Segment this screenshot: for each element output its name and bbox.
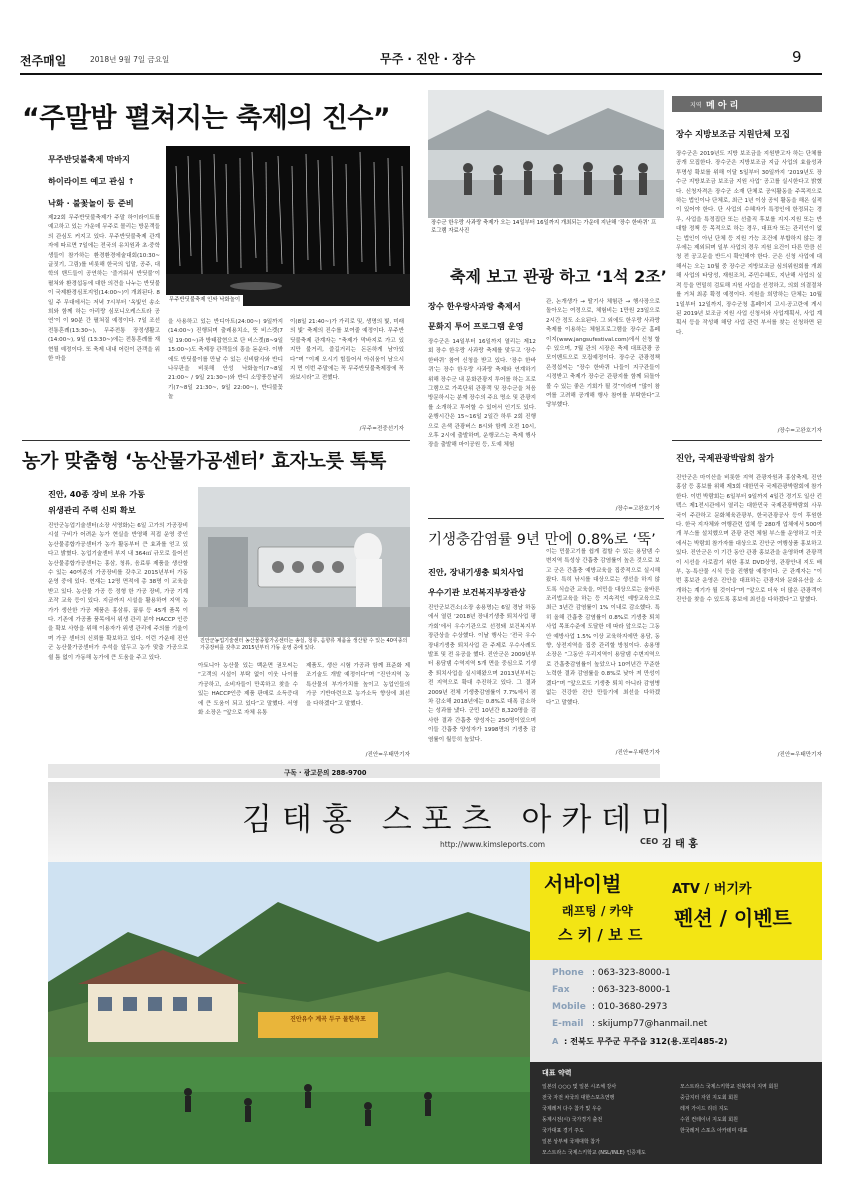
headline-processing-center: 농가 맞춤형 ‘농산물가공센터’ 효자노릇 톡톡 [22, 450, 387, 472]
ad-contact-list [552, 968, 812, 1053]
header-rule [20, 73, 822, 75]
parasite-byline: /진안=우태만기자 [615, 750, 660, 756]
jangsu-body-col-1: 장수군은 14일부터 16일까지 열리는 제12회 장수 한우랑 사과랑 축제를 맞두고 ‘장수 한바퀴’ 참여 신청을 받고 있다. ‘장수 한바퀴’는 장수 한우랑 사과랑 축제와 연계하기 위해 장수군 내 문화관광지 투어를 하는 프로그램으로 가족단위 관광객 및 장수군을 처음 방문하시는 분께 장수의 주요 명소 및 관광지를 소개하고 투어할 수 있어서 인기도 있다. 운행시간은 15~16일 2일간 하루 2회 진행으로 은색 관광버스 8시와 함께 오전 10시, 오후 2시에 출발하며, 운행코스는 축제 행사장을 출발해 마이공원 등, 도예 체험 [428, 339, 536, 449]
ad-contact-fax: Fax : 063-323-8000-1 [552, 985, 671, 995]
column-bar-title: 메 아 리 [706, 101, 739, 111]
subhead-line-3: 낙화 · 불꽃놀이 등 준비 [48, 198, 134, 208]
processing-body-col-1: 진안군농업기술센터(소장 서영화)는 6일 고가의 가공장비 시설 구비가 어려운 농가 현실을 반영해 직접 운영 중인 농산물종합가공센터가 농가 활동부터 큰 효과를 얻고 있다고 밝혔다. 농업기술센터 부지 내 364㎡ 규모로 들어선 농산물종합가공센터는 홍삼, 청류, 음료류 제품을 생산할 수 있는 40여종의 가공장비를 갖추고 2015년부터 가동 운영 중에 있다. 현재는 12명 면적에 총 38명 이 교육을 받고 있다. 농산물 가공 등 정형 한 가공 장비, 가공 기계 조작 교육 등이 있다. 지금까지 시설을 활용하여 지역 농가가 생산한 가공 제품은 홍삼류, 꿀류 등 45개 품목 이다. 기존에 가공품 품목에서 위생 관리 분야 HACCP 인증을 확보 사항을 위해 이용자가 위생 관리에 주의를 기울이며 가공 센터의 신뢰를 확보하고 있다. 이런 가운데 진안군 농산물가공센터가 추석을 앞두고 농가 맞춤 가공으로 쉴 틈 없이 가동해 농가에 큰 도움을 주고 있다. [48, 523, 188, 661]
ad-url: http://www.kimsleports.com [440, 840, 546, 849]
subhead-line-1: 진안, 장내기생충 퇴치사업 [428, 567, 524, 577]
issue-date: 2018년 9월 7일 금요일 [90, 55, 170, 64]
ad-info-panel [530, 862, 822, 1164]
ad-survival: 서바이벌 [544, 872, 622, 896]
ad-history-item: 모스트라스 국제스키학교 전북하지 지역 회원 [680, 1084, 779, 1090]
festival-body-col-2: 을 사용하고 있는 반디아트(24:00~) 9일까지(14:00~) 진행되며 출레용치소, 뜻 비스켓(7일 19:00~)과 방태잡현으로 단 비스켓(8~9일 15:00~)도 축제장 관객들의 흥을 돋운다. 이밖에도 반딧불이를 만날 수 있는 신비탐사와 반디나무판을 비롯해 안성 낙화놀이(7~8일 21:00~ / 9일 21:30~)와 반디 소망풍등날리기(7~8일 21:30~, 9일 22:00~), 반디불꽃놀 [168, 319, 283, 401]
ad-ceo-label: CEO [640, 837, 659, 846]
ad-history-item: 한국레저 스포츠 아카데미 대표 [680, 1128, 748, 1134]
ad-ski: 스 키 / 보 드 [558, 926, 643, 944]
festival-byline: /무주=전중선기자 [359, 426, 404, 432]
ad-contact-email: E-mail : skijump77@hanmail.net [552, 1019, 708, 1029]
processing-subheads [48, 486, 168, 518]
ad-photo-academy [48, 862, 530, 1164]
photo-jangsu-tour [428, 90, 664, 248]
column-bar [672, 96, 822, 112]
factory-illustration [198, 487, 410, 637]
tour-illustration [428, 90, 664, 218]
subscribe-text: 구독 · 광고문의 288-9700 [284, 769, 367, 777]
ad-history-item: 레저 가이드 리더 지도 [680, 1106, 729, 1112]
ad-history-left [542, 1082, 672, 1159]
headline-festival: “주말밤 펼쳐지는 축제의 진수” [22, 103, 391, 134]
festival-body-col-1: 제22회 무주반딧불축제가 주말 하이라이트를 예고하고 있는 가운데 무주로 몰리는 방문객들의 관심도 커지고 있다. 무주반딧불축제 관계자에 따르면 7일에는 전국의 유치원과 초·중학생들이 참가하는 환경환경에술대회(10:30~ 글짓기, 그림)를 비롯해 한국의 입말, 공주, 대학의 밴드들이 공연하는 ‘즐거워서 반딧불’이 펼쳐와 환경섭동에 대한 의견을 나누는 반딧불이 국제환경심포지엄(14:00~)이 개최된다. 8일 주 무대에서는 저녁 7시부터 ‘옥빛인 송소희와 함께 하는 아리랑 심포니오케스트라 공연’이 이 90분 간 펼쳐질 예정이다. 7일 조선전통혼례(13:30~), 무주전통 장정생활고(14:00~), 9일 (13:30~)에는 전통혼례를 재현될 예정이다. 또 축제 내내 어린이 관객을 위한 마을 [48, 215, 160, 363]
subsidy-byline: /장수=고완호기자 [777, 428, 822, 434]
ad-history-item: 국제레저 다수 참가 및 우승 [542, 1106, 602, 1112]
academy-scene [48, 862, 530, 1164]
newspaper-name: 전주매일 [20, 54, 67, 68]
subhead-line-2: 하이라이트 예고 관심 ↑ [48, 176, 135, 186]
ad-address: A : 전북도 무주군 무주읍 312(용.포리485-2) [552, 1036, 728, 1046]
subhead-line-1: 진안, 40종 장비 보유 가동 [48, 489, 146, 499]
processing-body-col-2: 아토니아 농산물 있는 백운면 권모씨는 “고객의 시설이 부탁 없이 이웃 나이를 가공하고, 소비자들이 만족하고 찾을 수 있는 HACCP인증 제품 판매로 소득증대에 큰 도움이 되고 있다”고 말했다. 서영화 소장은 “앞으로 자체 유통 [198, 663, 298, 717]
photo-caption-nakhwa: 무주반딧불축제 인싸 낙화놀이 [166, 295, 243, 307]
expo-byline: /진안=우태만기자 [777, 752, 822, 758]
ad-history-item: 일본의 ○○○ 및 일본 시조체 강사 [542, 1084, 617, 1090]
ad-history-right [680, 1082, 816, 1137]
jangsu-byline: /장수=고완호기자 [615, 506, 660, 512]
photo-caption-jangsu: 장수군 한우랑 사과랑 축제가 오는 14일부터 16일까지 개최되는 가운데 지난해 ‘장수 한바퀴’ 프로그램 자료사진 [428, 218, 664, 237]
ad-title: 김태홍 스포츠 아카데미 [242, 802, 682, 838]
photo-caption-processing: 진안군농업기술센터 농산물종합가공센터는 송실, 청류, 음향류 제품을 생산할 수 있는 40여종의 가공장비를 갖추고 2015년부터 가동 운영 중에 있다. [198, 637, 410, 653]
festival-subheads [48, 148, 158, 214]
ad-atv: ATV / 버기카 [672, 882, 752, 897]
ad-rafting: 래프팅 / 카약 [562, 904, 633, 918]
ad-photo-banner: 진안유수 계곡 두구 물한목포 [290, 1016, 366, 1023]
expo-body: 진안군은 마이산을 비롯한 지역 관광자원과 홍삼축제, 진안홍삼 등 홍보를 위해 제3회 대한민국 국제관광박람회에 참가한다. 이번 박람회는 6일부터 9일까지 4일간 경기도 일산 킨텍스 제1전시관에서 열리는 대한민국 국제관광박람회 사무국이 주관하고 문화체육관광부, 한국관광공사 등이 후원한다. 한국 지자체와 여행관련 업체 등 280개 업체에서 500여개 부스를 설치했으며 관광 관련 체험 부스를 운영하고 이곳에서는 박람회 참가자를 대상으로 진안군 여행상품 홍보하고 있다. 진안군은 이 기간 동안 관광 홍보관을 운영하며 관광객이 시선을 사로잡기 위한 홍보 DVD상영, 관광안내 지도 배부, 농·특산물 시식 등을 진행할 예정이다. 군 관계자는 “이번 홍보관 운영은 진안을 대표하는 관광지와 문화유산을 소개하는 계기가 될 것이다”며 “앞으로 더욱 더 많은 관광객이 진안을 찾을 수 있도록 홍보에 최선을 다하겠다”고 말했다. [676, 475, 822, 604]
ad-history-item: 모스트라스 국제스키학교 (NSL/INLE) 인증제도 [542, 1150, 646, 1156]
fireworks-illustration [166, 146, 410, 306]
subhead-line-2: 우수기관 보건복지부장관상 [428, 587, 526, 597]
ad-yellow-box [530, 862, 822, 960]
ad-ceo-name: 김 태 홍 [662, 839, 698, 850]
headline-parasite: 기생충감염률 9년 만에 0.8%로 ‘뚝’ [428, 532, 656, 548]
subhead-expo: 진안, 국제관광박람회 참가 [676, 453, 775, 463]
section-title: 무주 · 진안 · 장수 [380, 52, 476, 66]
festival-body-col-3: 이(8일 21:40~)가 가리로 및, 생명의 빛, 미래의 빛’ 축제의 진수를 보여줄 예정이다. 무주반딧불축제 관계자는 “축제가 막바지로 가고 있지만 불거리, 즐길거리는 돈돈하게 남아있다”며 “이제 오시기 힘들어서 아쉬움이 남으시지 면 이번 주말에는 꼭 무주반딧불축제장에 꼭 와보시라”고 전했다. [290, 319, 404, 382]
advertisement [48, 782, 822, 1164]
page-number: 9 [792, 48, 802, 66]
subscribe-bar [48, 764, 660, 778]
page-header [20, 44, 822, 74]
subhead-line-1: 장수 한우랑사과랑 축제서 [428, 301, 521, 311]
jangsu-subheads [428, 296, 538, 336]
ad-history-item: 국가대표 경기 주도 [542, 1128, 584, 1134]
ad-history-box [530, 1062, 822, 1164]
column-bar-label: 지역 [690, 102, 702, 109]
divider-a2-a5 [428, 518, 664, 519]
ad-history-item: 동계시전(시) 국가경기 출전 [542, 1117, 603, 1123]
ad-header [48, 782, 822, 862]
headline-jangsu-tour: 축제 보고 관광 하고 ‘1석 2조’ [450, 267, 667, 286]
processing-byline: /진안=우태만기자 [365, 752, 410, 758]
headline-subsidy: 장수 지방보조금 지원단체 모집 [676, 129, 790, 139]
ad-contact-mobile: Mobile : 010-3680-2973 [552, 1002, 668, 1012]
ad-history-item: 일본 상부체 국제대학 참가 [542, 1139, 600, 1145]
ad-history-title: 대표 약력 [542, 1069, 572, 1077]
ad-pension: 펜션 / 이벤트 [674, 906, 792, 930]
photo-processing-center [198, 487, 410, 657]
subhead-line-2: 문화지 투어 프로그램 운영 [428, 321, 524, 331]
subhead-line-2: 위생관리 주력 신뢰 확보 [48, 505, 136, 515]
divider-right-column [672, 440, 822, 441]
ad-history-item: 중급지터 자원 지도회 회원 [680, 1095, 738, 1101]
jangsu-body-col-2: 관, 논개생가 → 딸기사 체험관 → 행사장으로 돌아오는 여정으로, 체험비는 1만원 23일으로 2시간 정도 소요된다. 그 외에도 한우랑 사과랑 축제를 이용하는 체험프로그램을 장수군 홈페이지(www.jangsufestival.com)에서 신청 할 수 있으며, 7월 관의 시장은 축제 대표관광 공모이벤트으로 모집예정이다. 장수군 관광정책 은정섭씨는 “장수 한바퀴 나들이 지구관들이 시정받고 축제가 장수군 관광지를 함께 되돌아볼 수 있는 좋은 기회가 될 것”이라며 “많이 참여를 고려해 공개해 행사 참여를 부탁한다”고 당부했다. [546, 299, 660, 409]
divider-a1-a4 [22, 440, 410, 441]
ad-history-item: 수원 컨테이너 지도회 회원 [680, 1117, 738, 1123]
subsidy-body: 장수군은 2019년도 지방 보조금을 지원받고자 하는 단체를 공개 모집한다. 장수군은 지방보조금 지급 사업의 효율성과 투명성 확보를 위해 이달 5일부터 30일까지 ‘2019년도 장수군 지방보조금 보조금 지원 사업’ 공고를 실시한다고 밝혔다. 신청자격은 장수군 소재 단체로 공익활동을 주목적으로 하는 법인이나 단체로, 최근 1년 이상 공익 활동을 해온 실적이 있어야 한다. 단 사업의 수혜자가 특정인에 한정되는 경우, 사업을 특정집단 또는 선출직 후보를 지지·지원 또는 반대할 정책 등 목적으로 하는 경우, 대표자 또는 관리인이 없는 법인이 아닌 단체 등 지원 가능 조건에 부합하지 않는 경우에는 제외되며 일부 사업의 경우 지원 요건이 다른 만큼 신청 전 공고문을 반드시 확인해야 한다. 군은 신청 사업에 대해서는 오는 10월 중 장수군 지방보조금 심의위원회를 개최해 사업의 타당성, 재원조처, 주민수혜도, 지난해 사업의 실적 등을 면밀히 검토해 지원 사업을 선정하고, 의회 의결절차를 거쳐 최종 확정 예정이다. 지원을 희망하는 단체는 10월 1일부터 12일까지, 장수군청 홈페이지 고시·공고란에 게시된 2019년 보조금 지원 사업 신청서와 사업계획서, 사업 계획서 등을 작성해 해당 사업 관련 부서를 찾는 신청하면 된다. [676, 151, 822, 336]
processing-body-col-3: 제품도, 생산 시험 가공과 함께 표준화 제조기술도 개발 예정이다”며 “진안지역 농특산물의 부가가치를 높이고 농업인들의 가공 기반마련으로 농가소득 향상에 최선을 다하겠다”고 말했다. [306, 663, 410, 707]
photo-nakhwa-fireworks [166, 146, 410, 306]
parasite-body-col-2: 이는 민물고기를 쉽게 접할 수 있는 용담댐 수변지역 특성상 간흡충 감염률이 높은 것으로 보고 군은 간흡충 예방교육을 집중적으로 실시해왔다. 특히 낚시를 대상으로는 생선을 하지 않도록 식습관 교육을, 어민을 대상으로는 올바른 조리법교육을 하는 등 지속적인 예방교육으로 최근 3년간 감염률이 1% 이내로 감소했다. 특히 올해 간흡충 감염률이 0.8%로 기생충 퇴치사업 목표수준에 도달한 데 따라 앞으로는 그동안 예방사업 1.5% 이상 교육하지에만 용담, 동향, 상전지역을 집중 관리할 방침이다. 송용명 소장은 “그동안 우리지역이 용담댐 수변지역으로 간흡충감염률이 높았으나 10여년간 꾸준한 노력한 결과 감염률을 0.8%로 낮아 져 만성이 겠다”며 “앞으로도 기생충 퇴치 아니라 감염병 없는 건강한 진안 만들기에 최선을 다하겠다”고 말했다. [546, 549, 660, 706]
ad-contact-phone: Phone : 063-323-8000-1 [552, 968, 671, 978]
parasite-body-col-1: 진안군보건소(소장 송용명)는 6일 경남 하동에서 열린 ‘2018년 장내기생충 퇴치사업 평가회’에서 우수기관으로 선정돼 보건복지부장관상을 수상했다. 이날 행사는 ‘전국 우수 장내기생충 퇴치사업 관 주제로 우수사례도 발표 및 전 유공을 했다. 진안군은 2009년부터 용담댐 수역지역 5개 면을 중심으로 기생충 퇴치사업을 실시해왔으며 2013년부터는 전 지역으로 확대 추진하고 있다. 그 결과 2009년 전체 기생충감염률이 7.7%에서 점차 감소해 2018년에는 0.8%로 대폭 감소하는 성과를 냈다. 군민 10년간 8,320명을 검사한 결과 간흡충 양성자는 250명이었으며 이들 간흡충 양성자가 1998명의 기생충 감염률이 월등히 높았다. [428, 605, 536, 743]
subhead-line-1: 무주반딧불축제 막바지 [48, 154, 130, 164]
parasite-subheads [428, 562, 543, 602]
ad-history-item: 전국 자전 차국의 대한스포츠연맹 [542, 1095, 615, 1101]
